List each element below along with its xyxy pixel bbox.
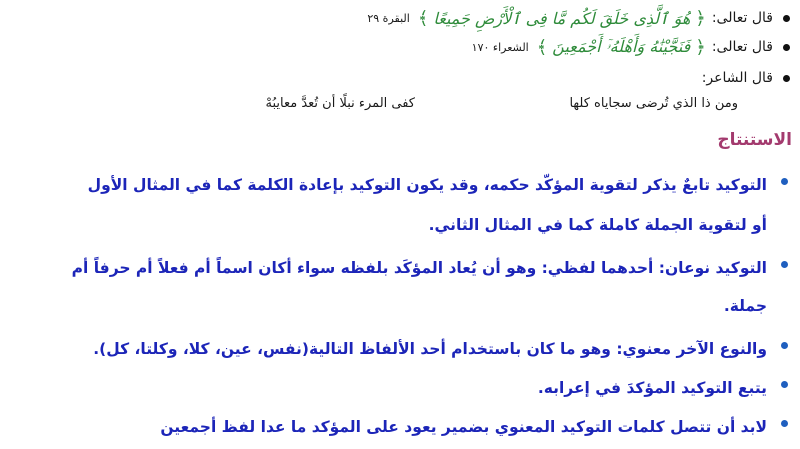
- example-line-1: [367, 6, 790, 30]
- rule-item-1: [88, 168, 788, 202]
- bullet: [783, 44, 790, 51]
- rule-text-continuation: جملة.: [723, 297, 767, 315]
- rule-item-2: [72, 251, 788, 285]
- poem-verse: [0, 96, 800, 120]
- rule-item-4: [538, 371, 788, 405]
- bullet: [783, 15, 790, 22]
- bullet: [783, 75, 790, 82]
- rule-text: والنوع الآخر معنوي: وهو ما كان باستخدام أحد الألفاظ التالية(نفس، عين، كلا، وكلتا، كل).: [93, 340, 767, 358]
- example-intro: قال تعالى:: [711, 39, 773, 55]
- bullet: [781, 342, 788, 349]
- verse-bracket-close: ﴾: [417, 7, 429, 29]
- poem-hemistich-first: ومن ذا الذي تُرضى سجاياه كلها: [569, 96, 738, 111]
- bullet: [781, 178, 788, 185]
- verse-bracket-close: ﴾: [536, 36, 548, 58]
- example-intro: قال الشاعر:: [701, 70, 773, 86]
- example-line-2: [472, 35, 790, 59]
- rule-item-5: [160, 410, 788, 444]
- rule-text: يتبع التوكيد المؤكدَ في إعرابه.: [537, 379, 767, 397]
- verse-reference: البقرة ٢٩: [367, 11, 410, 25]
- quran-verse: فَنَجَّيْنَٰهُ وَأَهْلَهُۥٓ أَجْمَعِينَ: [552, 37, 691, 56]
- bullet: [781, 261, 788, 268]
- verse-reference: الشعراء ١٧٠: [471, 40, 529, 54]
- conclusion-heading: الاستنتاج: [717, 130, 792, 150]
- poem-hemistich-second: كفى المرء نبلًا أن تُعدَّ معايبُهْ: [265, 96, 415, 111]
- verse-bracket-open: ﴿: [695, 36, 706, 58]
- rule-text-continuation: أو لتقوية الجملة كاملة كما في المثال الثاني.: [428, 216, 767, 234]
- example-intro: قال تعالى:: [711, 10, 773, 26]
- bullet: [781, 381, 788, 388]
- rule-text: التوكيد نوعان: أحدهما لفظي: وهو أن يُعاد المؤكَد بلفظه سواء أكان اسماً أم فعلاً أم حرفاً أم: [71, 259, 767, 277]
- rule-item-3: [93, 332, 788, 366]
- verse-bracket-open: ﴿: [695, 7, 706, 29]
- example-line-3: [698, 66, 790, 90]
- rule-text: التوكيد تابعٌ يذكر لتقوية المؤكّد حكمه، وقد يكون التوكيد بإعادة الكلمة كما في المثال الأول: [87, 176, 767, 194]
- rule-text: لابد أن تتصل كلمات التوكيد المعنوي بضمير يعود على المؤكد ما عدا لفظ أجمعين: [160, 418, 767, 436]
- bullet: [781, 420, 788, 427]
- quran-verse: هُوَ ٱلَّذِى خَلَقَ لَكُم مَّا فِى ٱلْأَرْضِ جَمِيعًا: [433, 8, 691, 28]
